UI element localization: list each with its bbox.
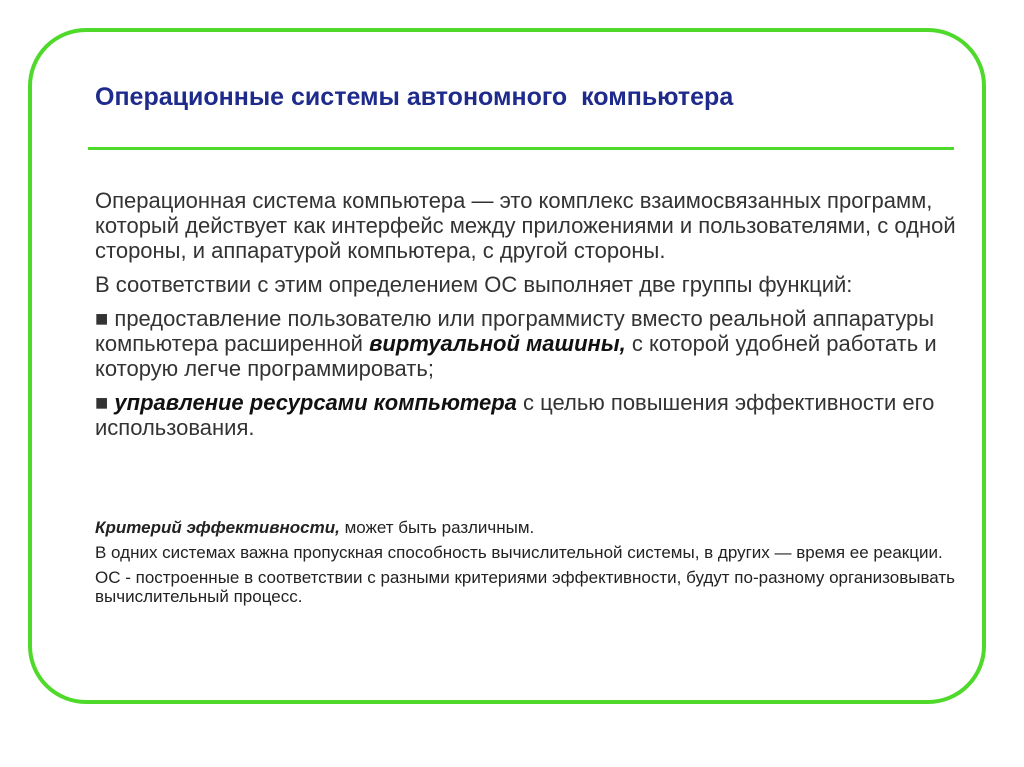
bullet-text: предоставление пользователю или программисту вместо реальной аппаратуры компьютера расширенной	[95, 306, 935, 356]
criterion-paragraph	[95, 518, 975, 537]
bullet-emphasis: управление ресурсами компьютера	[114, 390, 517, 415]
intro-paragraph: В соответствии с этим определением ОС выполняет две группы функций:	[95, 272, 853, 297]
bullet-emphasis: виртуальной машины,	[369, 331, 626, 356]
bullet-item-virtual-machine	[95, 306, 975, 381]
bullet-text-end: с которой удобней работать и которую легче программировать;	[95, 331, 937, 381]
bullet-marker: ■	[95, 306, 109, 331]
bullet-marker: ■	[95, 390, 109, 415]
main-text	[95, 188, 975, 449]
slide-title: Операционные системы автономного компьютера	[95, 83, 734, 111]
bullet-text-end: с целью повышения эффективности его использования.	[95, 390, 935, 440]
bullet-item-resource-management	[95, 390, 975, 440]
title-divider	[88, 147, 954, 150]
criterion-text: может быть различным.	[339, 518, 535, 537]
note-process: ОС - построенные в соответствии с разными критериями эффективности, будут по-разному организовывать вычислительный процесс.	[95, 568, 956, 606]
criterion-emphasis: Критерий эффективности,	[95, 518, 340, 537]
notes-text	[95, 518, 975, 612]
note-throughput: В одних системах важна пропускная способность вычислительной системы, в других — время ее реакции.	[95, 543, 943, 562]
definition-paragraph: Операционная система компьютера — это комплекс взаимосвязанных программ, который действует как интерфейс между приложениями и пользователями, с одной стороны, и аппаратурой компьютера, с другой стороны.	[95, 188, 956, 263]
